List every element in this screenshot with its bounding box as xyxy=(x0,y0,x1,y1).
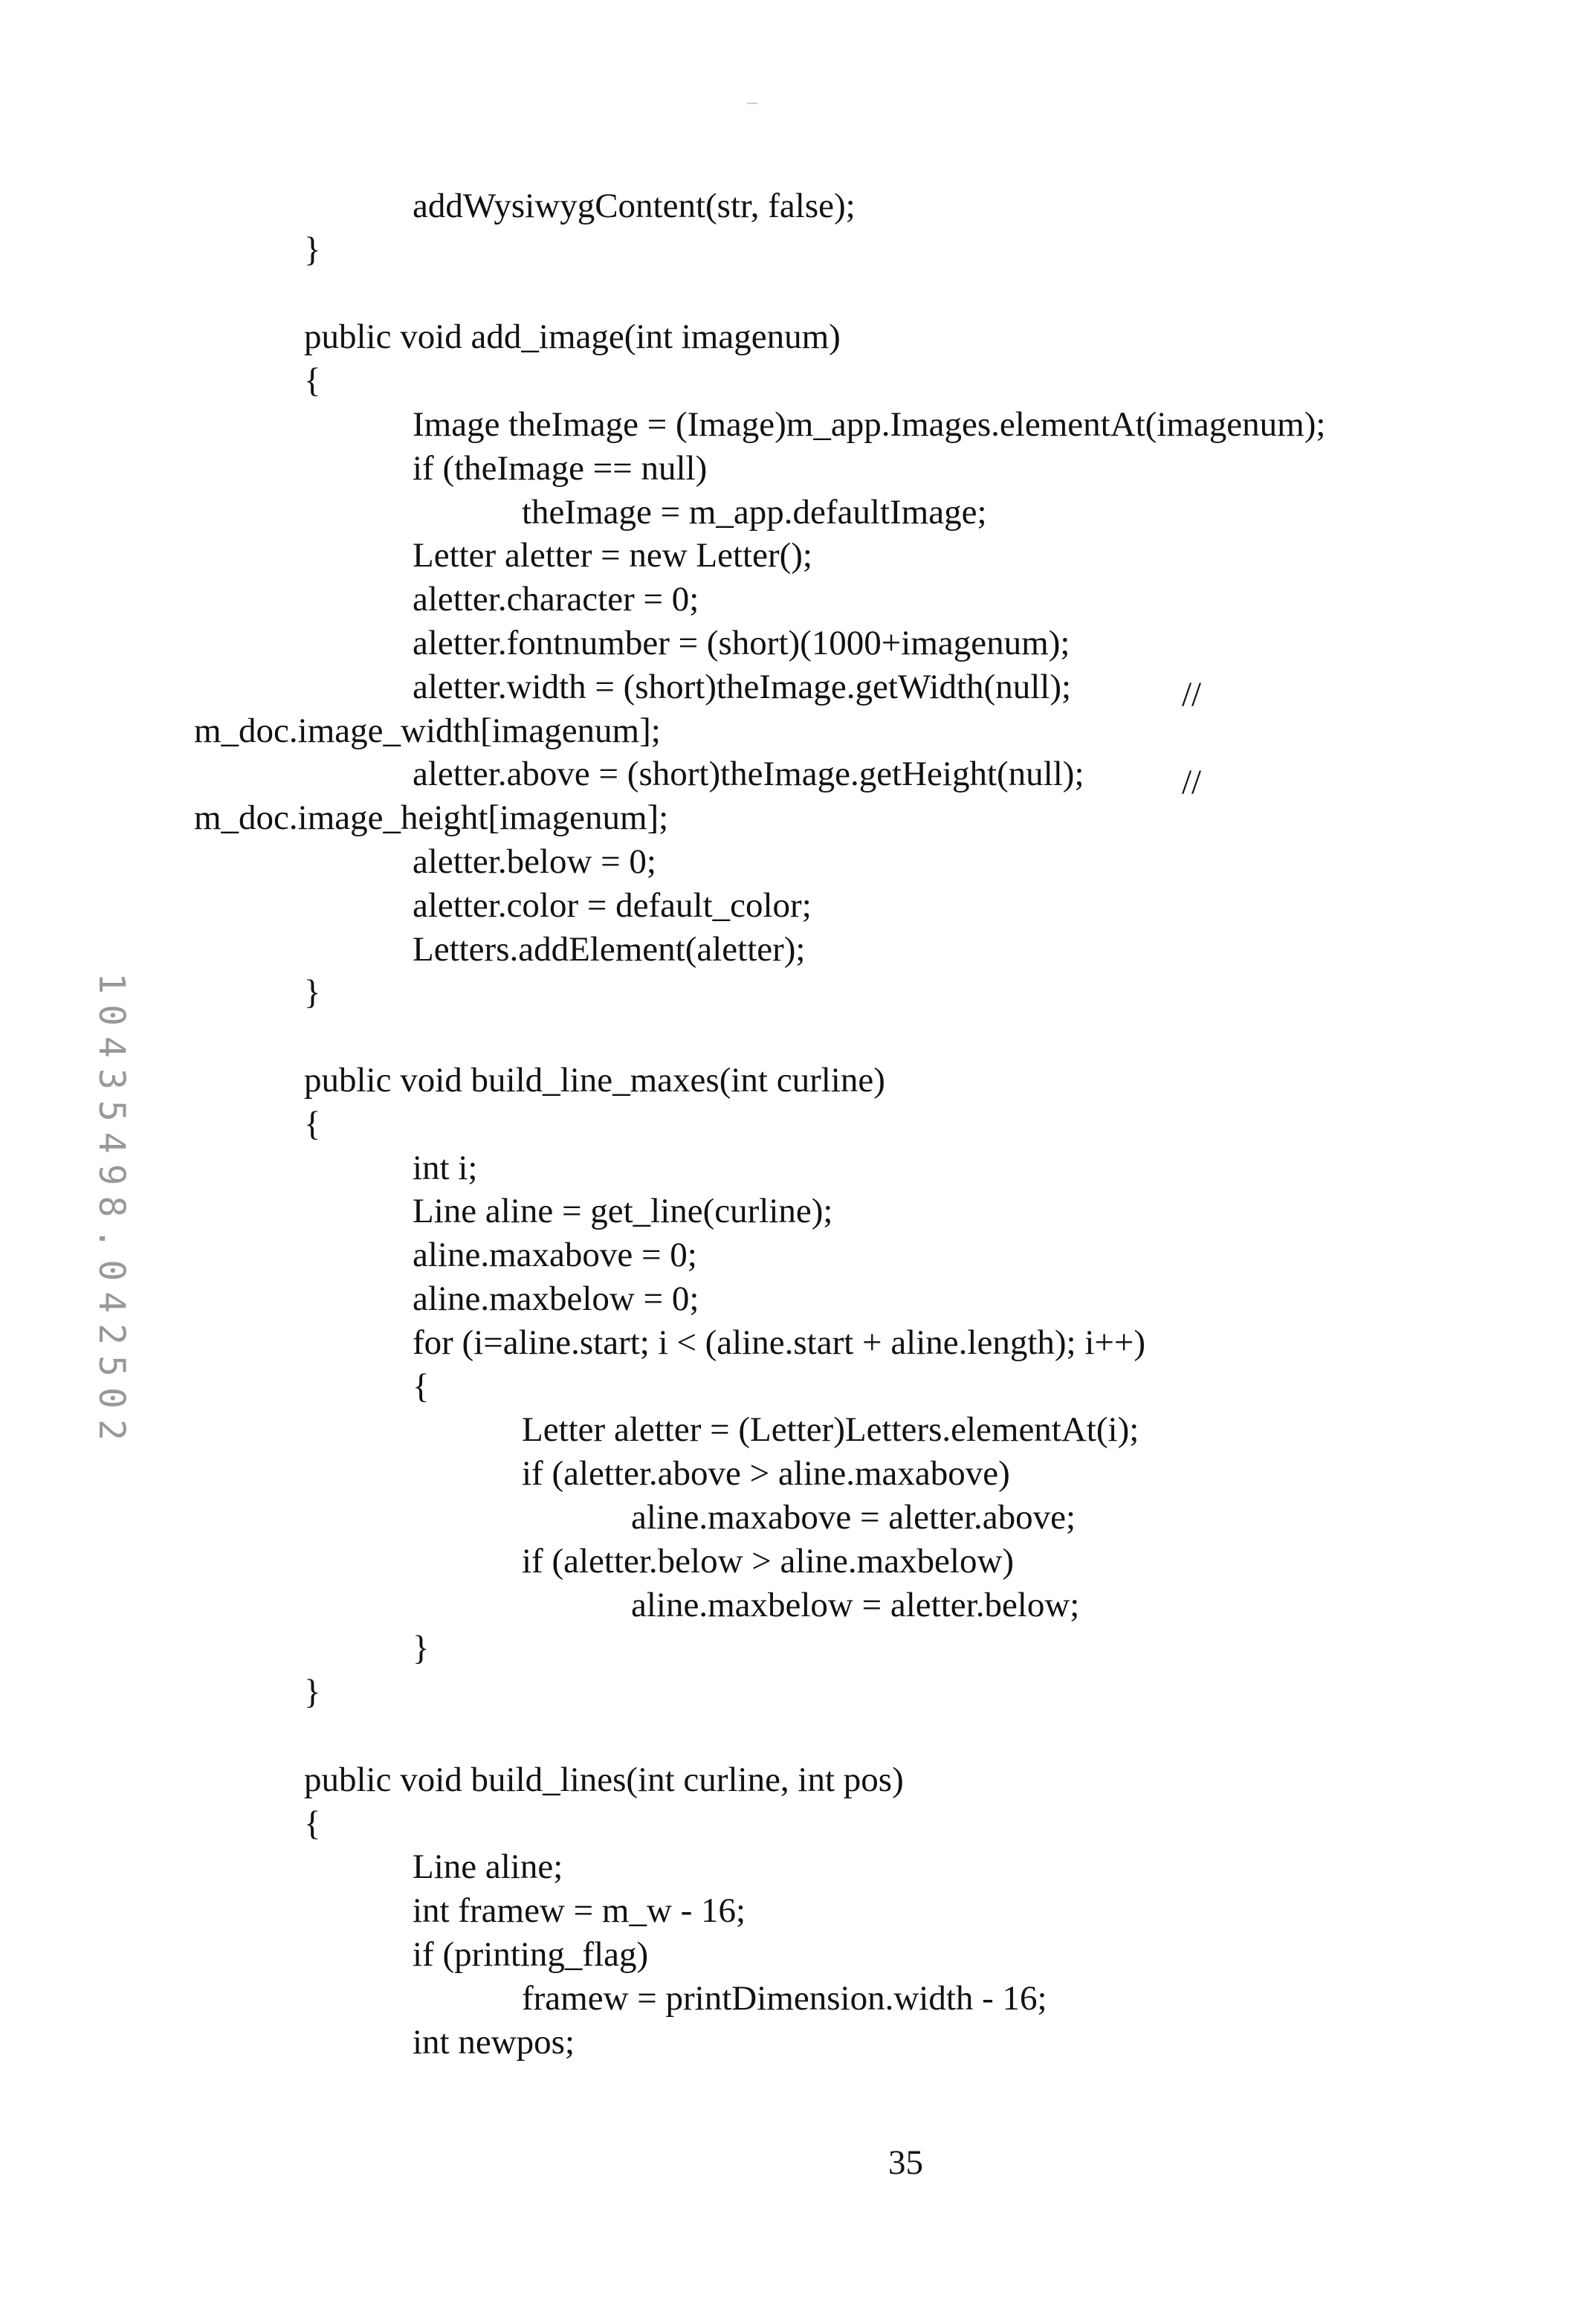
code-line: aletter.above = (short)theImage.getHeight(null); xyxy=(413,752,1084,795)
side-stamp xyxy=(89,914,134,1509)
code-line: aline.maxabove = aletter.above; xyxy=(631,1496,1076,1539)
code-line: theImage = m_app.defaultImage; xyxy=(522,491,987,534)
code-line: } xyxy=(304,971,321,1014)
code-line: aletter.fontnumber = (short)(1000+imagenum); xyxy=(413,622,1070,665)
code-line: Letter aletter = (Letter)Letters.elementAt(i); xyxy=(522,1408,1139,1451)
code-line: int framew = m_w - 16; xyxy=(413,1889,746,1932)
code-line: aline.maxbelow = aletter.below; xyxy=(631,1584,1079,1627)
code-comment: // xyxy=(1182,673,1201,716)
code-line: Line aline = get_line(curline); xyxy=(413,1190,832,1233)
code-line: } xyxy=(304,228,321,271)
code-line: public void build_line_maxes(int curline) xyxy=(304,1059,885,1102)
code-line: aline.maxbelow = 0; xyxy=(413,1277,699,1320)
code-line: aletter.color = default_color; xyxy=(413,884,812,927)
code-line: { xyxy=(304,1802,321,1845)
code-line: { xyxy=(413,1365,430,1408)
code-line: if (theImage == null) xyxy=(413,447,707,490)
side-stamp-text: 10435498.042502 xyxy=(91,972,132,1450)
code-line: addWysiwygContent(str, false); xyxy=(413,184,856,227)
code-line: aletter.below = 0; xyxy=(413,840,656,883)
code-line: Letter aletter = new Letter(); xyxy=(413,534,812,577)
code-line: if (aletter.above > aline.maxabove) xyxy=(522,1452,1010,1495)
code-line: { xyxy=(304,1103,321,1146)
code-line: Line aline; xyxy=(413,1845,563,1888)
page-number: 35 xyxy=(888,2141,923,2184)
code-line: m_doc.image_width[imagenum]; xyxy=(194,709,661,752)
code-line: int newpos; xyxy=(413,2021,575,2064)
code-line: if (printing_flag) xyxy=(413,1933,648,1976)
code-line: public void add_image(int imagenum) xyxy=(304,315,841,358)
code-line: aletter.character = 0; xyxy=(413,578,699,621)
code-line: if (aletter.below > aline.maxbelow) xyxy=(522,1540,1014,1583)
code-line: Image theImage = (Image)m_app.Images.elementAt(imagenum); xyxy=(413,403,1325,446)
code-line: } xyxy=(413,1627,430,1670)
code-line: public void build_lines(int curline, int pos) xyxy=(304,1758,904,1801)
code-line: for (i=aline.start; i < (aline.start + aline.length); i++) xyxy=(413,1321,1145,1364)
code-line: Letters.addElement(aletter); xyxy=(413,928,805,971)
code-line: int i; xyxy=(413,1146,477,1190)
code-line: } xyxy=(304,1671,321,1714)
code-line: m_doc.image_height[imagenum]; xyxy=(194,796,668,839)
code-line: { xyxy=(304,359,321,402)
code-line: aline.maxabove = 0; xyxy=(413,1233,697,1276)
code-line: aletter.width = (short)theImage.getWidth(null); xyxy=(413,665,1071,709)
code-line: framew = printDimension.width - 16; xyxy=(522,1977,1047,2020)
code-comment: // xyxy=(1182,761,1201,804)
scan-speck xyxy=(747,103,757,104)
